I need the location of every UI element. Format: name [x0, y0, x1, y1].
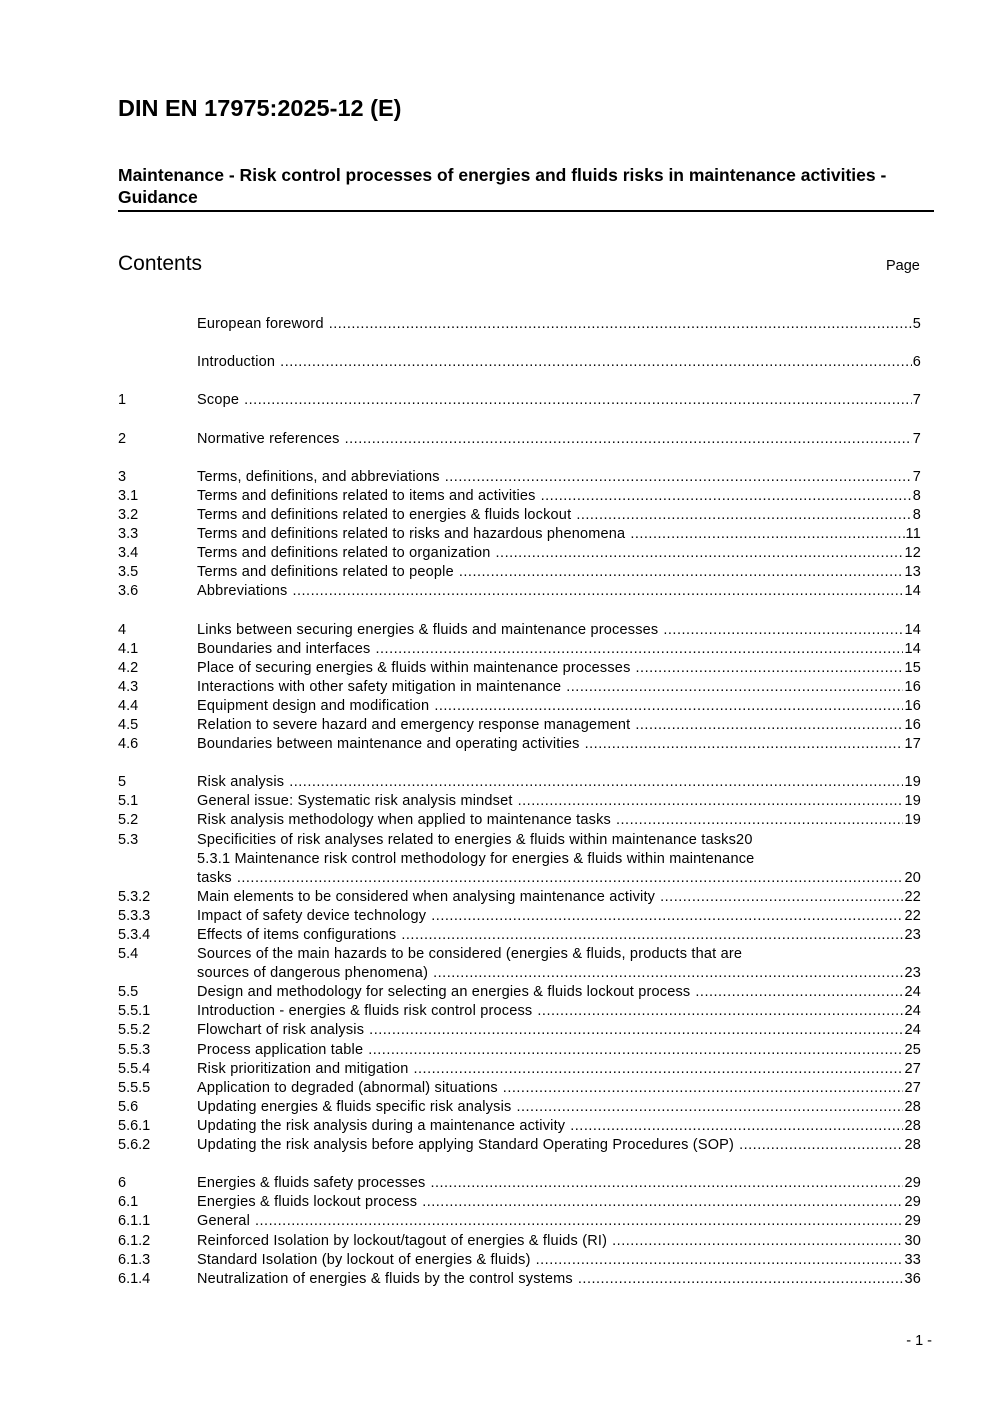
toc-entry-title: Impact of safety device technology: [197, 907, 427, 924]
toc-entry[interactable]: [118, 1232, 921, 1251]
toc-entry[interactable]: [118, 964, 921, 983]
toc-dot-leader: [635, 716, 903, 735]
toc-entry-page: 15: [904, 659, 921, 676]
page-column-label: Page: [886, 258, 920, 274]
toc-entry-title: Risk analysis: [197, 774, 285, 791]
toc-entry-number: 5.5.1: [118, 1003, 151, 1020]
toc-entry-number: 5.5.2: [118, 1022, 151, 1039]
toc-dot-leader: [280, 353, 912, 372]
toc-entry-number: 5.3: [118, 831, 139, 848]
toc-dot-leader: [375, 640, 903, 659]
toc-entry-number: 2: [118, 430, 127, 447]
document-id: DIN EN 17975:2025-12 (E): [118, 95, 402, 121]
toc-dot-leader: [585, 735, 904, 754]
toc-dot-leader: [431, 907, 903, 926]
toc-entry[interactable]: [118, 1098, 921, 1117]
toc-entry[interactable]: [118, 735, 921, 754]
toc-entry[interactable]: [118, 391, 921, 410]
toc-entry-page: 28: [904, 1098, 921, 1115]
toc-entry[interactable]: [118, 582, 921, 601]
toc-entry-page: 16: [904, 697, 921, 714]
toc-entry-page: 22: [904, 907, 921, 924]
toc-entry-page: 30: [904, 1232, 921, 1249]
toc-entry-title: Normative references: [197, 430, 340, 447]
toc-entry-page: 14: [904, 640, 921, 657]
toc-entry-title: Terms and definitions related to items and activities: [197, 487, 536, 504]
toc-entry-title: Risk analysis methodology when applied to maintenance tasks: [197, 812, 611, 829]
toc-entry-number: 5.3.3: [118, 907, 151, 924]
toc-entry-title: Standard Isolation (by lockout of energies & fluids): [197, 1251, 531, 1268]
toc-dot-leader: [636, 659, 904, 678]
toc-dot-leader: [630, 525, 904, 544]
toc-dot-leader: [329, 315, 912, 334]
toc-entry-page: 29: [904, 1213, 921, 1230]
toc-entry-number: 5: [118, 774, 127, 791]
toc-dot-leader: [244, 391, 912, 410]
toc-entry-number: 3.2: [118, 506, 139, 523]
toc-dot-leader: [430, 1174, 903, 1193]
toc-entry-page: 19: [904, 812, 921, 829]
toc-entry-title: Terms and definitions related to organization: [197, 545, 491, 562]
toc-entry[interactable]: [118, 888, 921, 907]
toc-entry[interactable]: [118, 659, 921, 678]
toc-entry-title: Main elements to be considered when analysing maintenance activity: [197, 888, 656, 905]
toc-entry-number: 6.1: [118, 1194, 139, 1211]
toc-entry-title: Terms and definitions related to risks and hazardous phenomena: [197, 526, 626, 543]
document-title: Maintenance - Risk control processes of energies and fluids risks in maintenance activities - Guidance: [118, 164, 934, 212]
toc-entry-number: 4.4: [118, 697, 139, 714]
toc-entry[interactable]: [118, 468, 921, 487]
toc-entry[interactable]: [118, 697, 921, 716]
toc-entry[interactable]: [118, 945, 921, 964]
toc-entry-number: 3.5: [118, 564, 139, 581]
toc-entry-number: 1: [118, 392, 127, 409]
toc-entry-page: 6: [912, 354, 921, 371]
toc-entry-title: sources of dangerous phenomena): [197, 965, 429, 982]
toc-dot-leader: [570, 1117, 903, 1136]
toc-entry[interactable]: [118, 1174, 921, 1193]
toc-entry-page: 5: [912, 316, 921, 332]
toc-entry-page: 7: [912, 392, 921, 409]
toc-entry-title: European foreword: [197, 316, 324, 332]
toc-entry-title: Relation to severe hazard and emergency response management: [197, 716, 631, 733]
toc-dot-leader: [612, 1232, 903, 1251]
toc-dot-leader: [289, 773, 903, 792]
toc-entry-number: 6.1.1: [118, 1213, 151, 1230]
toc-entry[interactable]: [118, 811, 921, 830]
toc-entry-page: 13: [904, 564, 921, 581]
toc-entry[interactable]: [118, 544, 921, 563]
toc-dot-leader: [576, 506, 911, 525]
toc-entry-page: 12: [904, 545, 921, 562]
toc-entry-number: 5.5.3: [118, 1041, 151, 1058]
toc-entry[interactable]: [118, 353, 921, 372]
toc-entry-page: 28: [904, 1137, 921, 1154]
toc-entry-title: Abbreviations: [197, 583, 288, 600]
toc-dot-leader: [368, 1041, 903, 1060]
toc-entry[interactable]: [118, 1060, 921, 1079]
toc-dot-leader: [445, 468, 912, 487]
toc-entry-title: Terms and definitions related to people: [197, 564, 454, 581]
toc-entry-number: 5.3.2: [118, 888, 151, 905]
toc-entry-title: Terms, definitions, and abbreviations: [197, 468, 440, 485]
toc-dot-leader: [422, 1193, 903, 1212]
toc-entry[interactable]: [118, 1021, 921, 1040]
toc-dot-leader: [433, 964, 903, 983]
toc-dot-leader: [616, 811, 903, 830]
toc-dot-leader: [663, 621, 903, 640]
toc-entry[interactable]: [118, 1136, 921, 1155]
toc-entry-title: Reinforced Isolation by lockout/tagout of energies & fluids (RI): [197, 1232, 608, 1249]
toc-dot-leader: [459, 563, 904, 582]
toc-dot-leader: [739, 1136, 903, 1155]
toc-entry-page: 8: [912, 487, 921, 504]
toc-entry[interactable]: [118, 1193, 921, 1212]
toc-entry-title: Links between securing energies & fluids and maintenance processes: [197, 621, 659, 638]
toc-entry-page: 16: [904, 716, 921, 733]
toc-entry[interactable]: [118, 869, 921, 888]
toc-entry[interactable]: [118, 506, 921, 525]
toc-entry-number: 3.6: [118, 583, 139, 600]
toc-entry[interactable]: [118, 1212, 921, 1231]
toc-entry-title: Interactions with other safety mitigation in maintenance: [197, 678, 562, 695]
toc-entry-page: 8: [912, 506, 921, 523]
toc-dot-leader: [292, 582, 903, 601]
toc-dot-leader: [536, 1251, 904, 1270]
toc-entry-page: 14: [904, 621, 921, 638]
table-of-contents: [118, 315, 921, 1289]
toc-entry[interactable]: [118, 926, 921, 945]
toc-entry-number: 4.6: [118, 736, 139, 753]
toc-entry[interactable]: [118, 678, 921, 697]
toc-entry-title: Introduction: [197, 354, 276, 371]
toc-entry-number: 3.3: [118, 526, 139, 543]
toc-entry-page: 7: [912, 468, 921, 485]
toc-entry-number: 5.4: [118, 946, 139, 963]
toc-entry-page: 16: [904, 678, 921, 695]
toc-entry-page: 24: [904, 1003, 921, 1020]
toc-entry-page: 36: [904, 1270, 921, 1287]
toc-dot-leader: [695, 983, 903, 1002]
toc-entry-page: 23: [904, 965, 921, 982]
toc-entry-page: 24: [904, 984, 921, 1001]
toc-entry[interactable]: [118, 1079, 921, 1098]
toc-dot-leader: [345, 430, 912, 449]
toc-dot-leader: [237, 869, 904, 888]
toc-entry[interactable]: [118, 716, 921, 735]
toc-dot-leader: [414, 1060, 904, 1079]
toc-entry-page: 22: [904, 888, 921, 905]
toc-entry-page: 29: [904, 1194, 921, 1211]
toc-entry-page: 17: [904, 736, 921, 753]
toc-entry-number: 6.1.3: [118, 1251, 151, 1268]
toc-dot-leader: [503, 1079, 904, 1098]
toc-entry[interactable]: [118, 640, 921, 659]
toc-entry-title: Risk prioritization and mitigation: [197, 1060, 409, 1077]
toc-entry[interactable]: [118, 315, 921, 334]
toc-entry-title: Updating energies & fluids specific risk analysis: [197, 1098, 512, 1115]
toc-entry-number: 3.4: [118, 545, 139, 562]
toc-entry-title: 5.3.1 Maintenance risk control methodology for energies & fluids within maintenance: [197, 850, 755, 867]
toc-dot-leader: [518, 792, 904, 811]
toc-entry-title: Specificities of risk analyses related to energies & fluids within maintenance tasks20: [197, 831, 753, 848]
toc-dot-leader: [369, 1021, 903, 1040]
toc-dot-leader: [537, 1002, 903, 1021]
toc-entry-number: 4.5: [118, 716, 139, 733]
toc-entry[interactable]: [118, 487, 921, 506]
toc-dot-leader: [255, 1212, 903, 1231]
toc-dot-leader: [660, 888, 903, 907]
toc-entry-title: Energies & fluids lockout process: [197, 1194, 418, 1211]
toc-entry-title: Terms and definitions related to energies & fluids lockout: [197, 506, 572, 523]
toc-entry-page: 28: [904, 1117, 921, 1134]
toc-entry-title: Updating the risk analysis during a maintenance activity: [197, 1117, 566, 1134]
toc-entry-title: General issue: Systematic risk analysis mindset: [197, 793, 513, 810]
toc-entry-number: 4: [118, 621, 127, 638]
toc-entry-page: 23: [904, 927, 921, 943]
toc-entry-number: 6.1.4: [118, 1270, 151, 1287]
toc-entry-number: 5.5.4: [118, 1060, 151, 1077]
toc-dot-leader: [496, 544, 904, 563]
toc-entry-number: 5.3.4: [118, 927, 151, 943]
toc-entry[interactable]: [118, 1251, 921, 1270]
toc-dot-leader: [516, 1098, 903, 1117]
toc-entry-title: Energies & fluids safety processes: [197, 1175, 426, 1192]
toc-entry[interactable]: [118, 1117, 921, 1136]
toc-entry[interactable]: [118, 563, 921, 582]
toc-entry-number: 5.5: [118, 984, 139, 1001]
toc-entry-title: Effects of items configurations: [197, 927, 397, 943]
toc-entry-title: Scope: [197, 392, 240, 409]
toc-entry-title: Application to degraded (abnormal) situations: [197, 1079, 498, 1096]
toc-entry-number: 5.6.2: [118, 1137, 151, 1154]
toc-entry-page: 27: [904, 1060, 921, 1077]
toc-entry[interactable]: [118, 1002, 921, 1021]
toc-entry-page: 11: [905, 526, 921, 543]
toc-entry[interactable]: [118, 430, 921, 449]
toc-entry-title: Updating the risk analysis before applying Standard Operating Procedures (SOP): [197, 1137, 735, 1154]
toc-dot-leader: [401, 926, 903, 945]
toc-dot-leader: [578, 1270, 904, 1289]
toc-entry[interactable]: [118, 621, 921, 640]
toc-entry-page: 20: [904, 869, 921, 886]
toc-entry-number: 3.1: [118, 487, 139, 504]
toc-dot-leader: [434, 697, 903, 716]
toc-entry-title: Introduction - energies & fluids risk control process: [197, 1003, 533, 1020]
toc-entry-number: 5.1: [118, 793, 139, 810]
toc-entry[interactable]: [118, 773, 921, 792]
toc-entry-title: Design and methodology for selecting an energies & fluids lockout process: [197, 984, 691, 1001]
toc-entry-number: 4.2: [118, 659, 139, 676]
toc-entry[interactable]: [118, 1270, 921, 1289]
toc-entry-title: tasks: [197, 869, 232, 886]
contents-heading: Contents: [118, 252, 203, 275]
toc-entry-page: 24: [904, 1022, 921, 1039]
toc-entry-number: 3: [118, 468, 127, 485]
toc-entry-title: Flowchart of risk analysis: [197, 1022, 365, 1039]
toc-entry-page: 33: [904, 1251, 921, 1268]
toc-entry-page: 27: [904, 1079, 921, 1096]
toc-entry[interactable]: [118, 907, 921, 926]
toc-entry-number: 5.5.5: [118, 1079, 151, 1096]
toc-entry-title: Neutralization of energies & fluids by the control systems: [197, 1270, 573, 1287]
page-number-footer: - 1 -: [906, 1333, 932, 1349]
toc-entry-title: Boundaries between maintenance and operating activities: [197, 736, 580, 753]
toc-entry-number: 4.1: [118, 640, 139, 657]
toc-entry[interactable]: [118, 831, 921, 850]
toc-entry-number: 5.6.1: [118, 1117, 151, 1134]
toc-entry-number: 4.3: [118, 678, 139, 695]
toc-entry-title: Boundaries and interfaces: [197, 640, 371, 657]
toc-entry-number: 5.6: [118, 1098, 139, 1115]
toc-entry[interactable]: [118, 525, 921, 544]
toc-entry[interactable]: [118, 1041, 921, 1060]
toc-entry-number: 6: [118, 1175, 127, 1192]
toc-dot-leader: [541, 487, 912, 506]
toc-entry-title: Sources of the main hazards to be considered (energies & fluids, products that are: [197, 946, 743, 963]
toc-entry[interactable]: [118, 792, 921, 811]
toc-entry-title: General: [197, 1213, 250, 1230]
toc-entry-page: 19: [904, 774, 921, 791]
toc-entry-title: Place of securing energies & fluids within maintenance processes: [197, 659, 631, 676]
toc-entry-title: Process application table: [197, 1041, 364, 1058]
toc-dot-leader: [566, 678, 903, 697]
toc-entry[interactable]: [118, 850, 921, 869]
toc-entry-number: 6.1.2: [118, 1232, 151, 1249]
toc-entry-page: 29: [904, 1175, 921, 1192]
toc-entry-page: 19: [904, 793, 921, 810]
toc-entry[interactable]: [118, 983, 921, 1002]
toc-entry-page: 14: [904, 583, 921, 600]
toc-entry-title: Equipment design and modification: [197, 697, 430, 714]
toc-entry-number: 5.2: [118, 812, 139, 829]
toc-entry-page: 25: [904, 1041, 921, 1058]
toc-entry-page: 7: [912, 430, 921, 447]
